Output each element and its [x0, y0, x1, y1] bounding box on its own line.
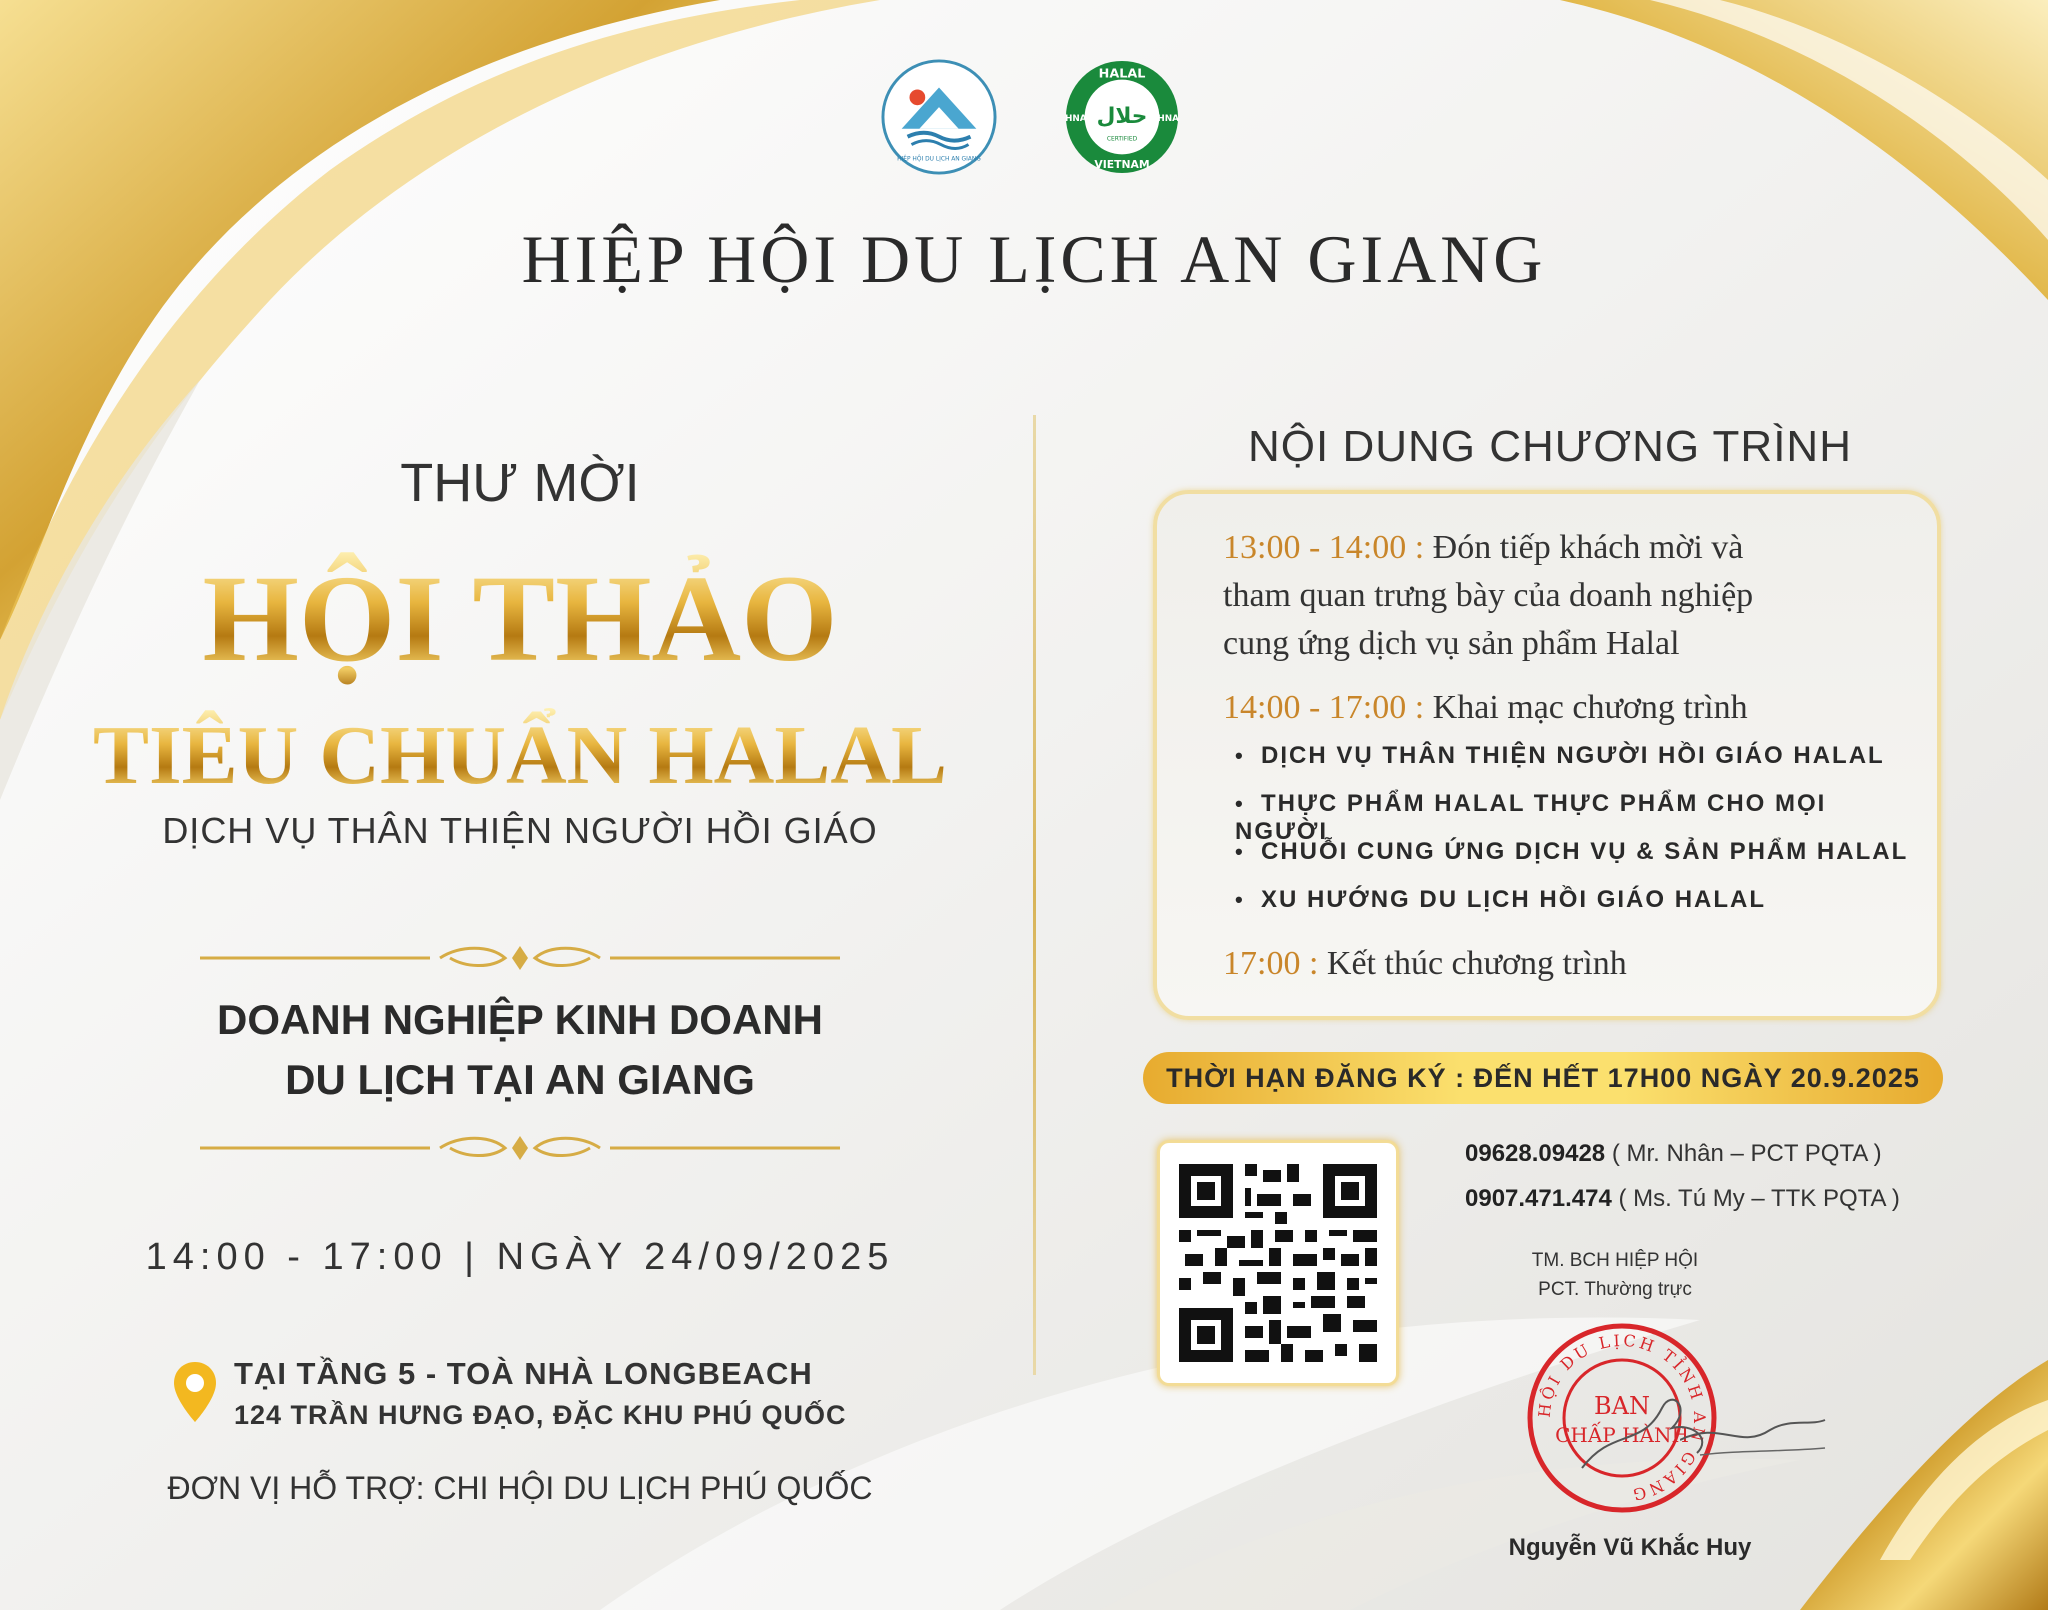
program-bullet: • XU HƯỚNG DU LỊCH HỒI GIÁO HALAL [1235, 886, 1923, 934]
signature-stroke [1680, 1400, 1830, 1460]
event-title-line1: HỘI THẢO [0, 548, 1040, 690]
signer-name: Nguyễn Vũ Khắc Huy [1508, 1534, 1752, 1561]
program-content [1223, 524, 1923, 988]
support-unit: ĐƠN VỊ HỖ TRỢ: CHI HỘI DU LỊCH PHÚ QUỐC [167, 1470, 873, 1506]
program-bullet-list [1235, 742, 1923, 934]
program-heading: NỘI DUNG CHƯƠNG TRÌNH [1248, 422, 1852, 471]
an-giang-tourism-logo [880, 58, 998, 176]
location-pin-icon [172, 1360, 218, 1424]
program-item-2-text: Khai mạc chương trình [1424, 689, 1748, 726]
registration-qr-code[interactable] [1157, 1140, 1399, 1386]
program-item-1 [1223, 524, 1923, 572]
contact-2 [1465, 1185, 1900, 1213]
qr-code-icon [1179, 1164, 1377, 1362]
audience-line2: DU LỊCH TẠI AN GIANG [285, 1056, 755, 1103]
program-item-1-text: Đón tiếp khách mời và [1424, 529, 1744, 566]
organization-title: HIỆP HỘI DU LỊCH AN GIANG [521, 221, 1547, 297]
halal-vietnam-logo [1063, 58, 1181, 176]
event-title-line2: TIÊU CHUẨN HALAL [0, 707, 1040, 804]
venue-line2: 124 TRẦN HƯNG ĐẠO, ĐẶC KHU PHÚ QUỐC [234, 1400, 847, 1430]
venue-line1: TẠI TẦNG 5 - TOÀ NHÀ LONGBEACH [234, 1356, 813, 1391]
signatory-title-1: TM. BCH HIỆP HỘI [1531, 1250, 1699, 1271]
program-bullet: • THỰC PHẨM HALAL THỰC PHẨM CHO MỌI NGƯỜI [1235, 790, 1923, 838]
program-item-1-time: 13:00 - 14:00 : [1223, 529, 1425, 566]
contact-2-phone[interactable]: 0907.471.474 [1465, 1185, 1612, 1212]
halal-certified-text: CERTIFIED [1106, 136, 1138, 143]
program-item-3 [1223, 940, 1923, 988]
event-subtitle: DỊCH VỤ THÂN THIỆN NGƯỜI HỒI GIÁO [162, 810, 878, 851]
program-bullet: • DỊCH VỤ THÂN THIỆN NGƯỜI HỒI GIÁO HALAL [1235, 742, 1923, 790]
halal-top-text: HALAL [1098, 66, 1146, 82]
contact-2-name: ( Ms. Tú My – TTK PQTA ) [1611, 1185, 1900, 1212]
registration-deadline: THỜI HẠN ĐĂNG KÝ : ĐẾN HẾT 17H00 NGÀY 20.9.2025 [1143, 1052, 1943, 1104]
stamp-center-line1: BAN [1594, 1392, 1650, 1420]
contact-1 [1465, 1140, 1882, 1168]
program-item-2 [1223, 684, 1923, 732]
audience-block [0, 990, 1040, 1110]
ornament-divider-top [200, 943, 840, 973]
stamp-ring-text: HỘI DU LỊCH TỈNH AN GIANG [1534, 1330, 1710, 1505]
program-item-3-text: Kết thúc chương trình [1318, 945, 1627, 982]
ornament-divider-bottom [200, 1133, 840, 1163]
program-item-3-time: 17:00 : [1223, 945, 1319, 982]
halal-left-text: HNA [1064, 113, 1087, 124]
invitation-label: THƯ MỜI [400, 453, 640, 513]
program-item-1-line3: cung ứng dịch vụ sản phẩm Halal [1223, 625, 1680, 662]
program-bullet: • CHUỖI CUNG ỨNG DỊCH VỤ & SẢN PHẨM HALAL [1235, 838, 1923, 886]
signatory-title-2: PCT. Thường trực [1538, 1279, 1692, 1300]
contact-1-name: ( Mr. Nhân – PCT PQTA ) [1605, 1140, 1882, 1167]
event-datetime: 14:00 - 17:00 | NGÀY 24/09/2025 [145, 1236, 895, 1278]
audience-line1: DOANH NGHIỆP KINH DOANH [217, 996, 823, 1043]
program-item-2-time: 14:00 - 17:00 : [1223, 689, 1425, 726]
program-box [1153, 490, 1941, 1020]
stamp-center-line2: CHẤP HÀNH [1555, 1423, 1689, 1447]
halal-right-text: HNA [1157, 113, 1180, 124]
halal-bottom-text: VIETNAM [1094, 158, 1150, 172]
contact-1-phone[interactable]: 09628.09428 [1465, 1140, 1606, 1167]
logo-caption: HIỆP HỘI DU LỊCH AN GIANG [897, 156, 981, 163]
program-item-1-line2: tham quan trưng bày của doanh nghiệp [1223, 577, 1754, 614]
halal-arabic-text: حلال [1096, 103, 1148, 129]
